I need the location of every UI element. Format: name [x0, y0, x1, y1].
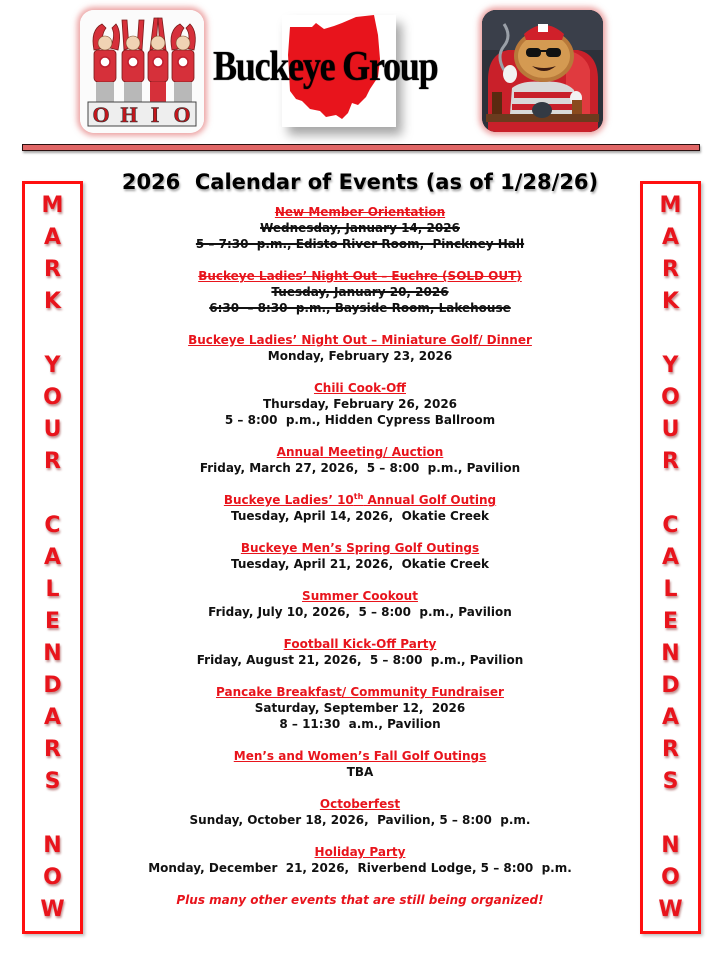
- event-title: Pancake Breakfast/ Community Fundraiser: [216, 685, 504, 699]
- banner-letter: K: [661, 289, 680, 314]
- banner-letter: O: [43, 865, 62, 890]
- event-date: Thursday, February 26, 2026: [262, 397, 458, 411]
- banner-letter: M: [659, 193, 682, 218]
- event-time-location: 5 – 7:30 p.m., Edisto River Room, Pinckney Hall: [195, 237, 525, 251]
- banner-letter: Y: [44, 353, 61, 378]
- event-annual-meeting: [100, 444, 620, 476]
- brand-title: Buckeye Group: [213, 44, 438, 90]
- banner-letter: N: [661, 833, 680, 858]
- banner-spacer: [25, 322, 80, 354]
- banner-letter: O: [661, 385, 680, 410]
- banner-letter: A: [661, 225, 680, 250]
- event-date: Tuesday, April 14, 2026, Okatie Creek: [230, 509, 489, 523]
- banner-letter: Y: [662, 353, 679, 378]
- banner-letter: R: [44, 449, 61, 474]
- event-date: Tuesday, April 21, 2026, Okatie Creek: [230, 557, 489, 571]
- banner-letter: O: [661, 865, 680, 890]
- event-time-location: 6:30 – 8:30 p.m., Bayside Room, Lakehouse: [209, 301, 511, 315]
- banner-letter: W: [658, 897, 683, 922]
- event-holiday-party: [100, 844, 620, 876]
- right-banner-mark-your-calendars: [640, 181, 701, 934]
- banner-spacer: [643, 802, 698, 834]
- banner-letters: [643, 194, 698, 930]
- event-title: Buckeye Ladies’ Night Out – Miniature Golf/ Dinner: [188, 333, 532, 347]
- event-title: Buckeye Men’s Spring Golf Outings: [240, 541, 480, 555]
- events-list: [100, 204, 620, 908]
- banner-letter: M: [41, 193, 64, 218]
- banner-letter: N: [661, 641, 680, 666]
- svg-text:H: H: [120, 102, 138, 127]
- ohio-fans-icon: [80, 10, 204, 133]
- banner-letter: N: [43, 641, 62, 666]
- event-mens-spring-golf: [100, 540, 620, 572]
- banner-letter: L: [45, 577, 60, 602]
- event-title: Buckeye Ladies’ Night Out – Euchre (SOLD OUT): [198, 269, 522, 283]
- event-new-member-orientation: [100, 204, 620, 252]
- event-date: Wednesday, January 14, 2026: [260, 221, 460, 235]
- banner-letter: U: [661, 417, 680, 442]
- banner-letter: O: [43, 385, 62, 410]
- svg-text:O: O: [92, 102, 110, 127]
- event-summer-cookout: [100, 588, 620, 620]
- event-title-part: Annual Golf Outing: [363, 493, 497, 507]
- left-banner-mark-your-calendars: [22, 181, 83, 934]
- banner-letter: C: [662, 513, 679, 538]
- banner-letter: R: [662, 449, 679, 474]
- event-time-location: 5 – 8:00 p.m., Hidden Cypress Ballroom: [224, 413, 496, 427]
- event-date: Sunday, October 18, 2026, Pavilion, 5 – 8:00 p.m.: [189, 813, 531, 827]
- event-title: Men’s and Women’s Fall Golf Outings: [233, 749, 487, 763]
- banner-letter: A: [43, 545, 62, 570]
- event-fall-golf: [100, 748, 620, 780]
- event-date: TBA: [346, 765, 374, 779]
- event-pancake-breakfast: [100, 684, 620, 732]
- banner-letter: S: [662, 769, 679, 794]
- event-octoberfest: [100, 796, 620, 828]
- banner-letter: R: [44, 737, 61, 762]
- svg-text:O: O: [173, 102, 191, 127]
- banner-letter: A: [661, 705, 680, 730]
- banner-spacer: [643, 482, 698, 514]
- banner-letter: D: [661, 673, 680, 698]
- banner-spacer: [25, 802, 80, 834]
- event-title: Annual Meeting/ Auction: [276, 445, 444, 459]
- event-title: [100, 492, 620, 508]
- event-title: New Member Orientation: [274, 205, 446, 219]
- banner-letter: R: [662, 737, 679, 762]
- event-date: Friday, August 21, 2026, 5 – 8:00 p.m., Pavilion: [196, 653, 524, 667]
- footer-note: Plus many other events that are still being organized!: [176, 893, 544, 907]
- banner-letter: R: [662, 257, 679, 282]
- mascot-logo: [482, 10, 603, 132]
- banner-letter: N: [43, 833, 62, 858]
- banner-letter: L: [663, 577, 678, 602]
- event-title-part: Buckeye Ladies’ 10: [223, 493, 354, 507]
- event-date: Monday, February 23, 2026: [267, 349, 453, 363]
- banner-spacer: [25, 482, 80, 514]
- banner-letter: D: [43, 673, 62, 698]
- event-ladies-golf-outing: [100, 492, 620, 524]
- event-ladies-night-euchre: [100, 268, 620, 316]
- event-title: Chili Cook-Off: [313, 381, 407, 395]
- banner-letter: A: [43, 225, 62, 250]
- event-time-location: 8 – 11:30 a.m., Pavilion: [279, 717, 441, 731]
- banner-letter: E: [44, 609, 61, 634]
- event-date: Tuesday, January 20, 2026: [271, 285, 449, 299]
- svg-text:I: I: [150, 102, 160, 127]
- ohio-fans-logo: [80, 10, 204, 133]
- banner-letter: R: [44, 257, 61, 282]
- banner-letter: A: [43, 705, 62, 730]
- event-date: Monday, December 21, 2026, Riverbend Lodge, 5 – 8:00 p.m.: [148, 861, 572, 875]
- banner-letter: C: [44, 513, 61, 538]
- event-ladies-night-mini-golf: [100, 332, 620, 364]
- calendar-title: 2026 Calendar of Events (as of 1/28/26): [121, 170, 599, 194]
- event-title: Holiday Party: [314, 845, 406, 859]
- event-title: Summer Cookout: [302, 589, 418, 603]
- banner-letter: A: [661, 545, 680, 570]
- banner-letter: W: [40, 897, 65, 922]
- banner-letter: U: [43, 417, 62, 442]
- event-football-kickoff: [100, 636, 620, 668]
- banner-letters: [25, 194, 80, 930]
- event-chili-cook-off: [100, 380, 620, 428]
- header-divider: [22, 144, 700, 151]
- banner-letter: E: [662, 609, 679, 634]
- brutus-buckeye-mascot-icon: [482, 10, 603, 132]
- banner-letter: K: [43, 289, 62, 314]
- banner-spacer: [643, 322, 698, 354]
- event-title: Football Kick-Off Party: [283, 637, 437, 651]
- banner-letter: S: [44, 769, 61, 794]
- event-date: Friday, July 10, 2026, 5 – 8:00 p.m., Pavilion: [208, 605, 512, 619]
- event-title-ordinal: th: [353, 492, 364, 501]
- event-date: Saturday, September 12, 2026: [254, 701, 466, 715]
- event-title: Octoberfest: [319, 797, 401, 811]
- event-date: Friday, March 27, 2026, 5 – 8:00 p.m., Pavilion: [199, 461, 521, 475]
